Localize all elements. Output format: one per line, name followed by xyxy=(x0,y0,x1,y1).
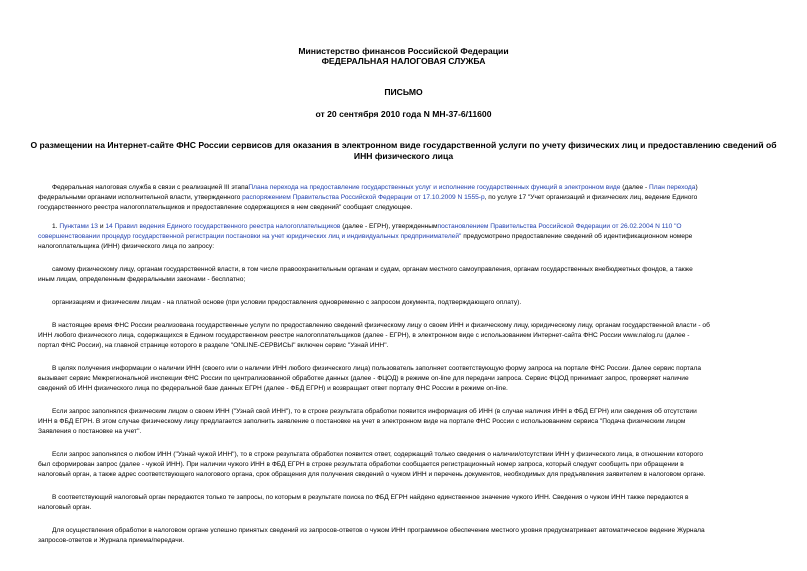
egrn-rules-link[interactable]: 14 Правил ведения Единого государственного реестра налогоплательщиков xyxy=(105,223,341,230)
text: самому физическому лицу, органам государственной власти, в том числе правоохранительным органам и судам, органам местного самоуправления, органам государственных внебюджетных фондов, а также xyxy=(52,266,693,273)
text: В настоящее время ФНС России реализована государственные услуги по предоставлению сведений физическому лицу о своем ИНН и физическому лицу, юридическому лицу, органам государственной власти - об xyxy=(52,322,710,329)
text: налоговый орган, а также адрес соответствующего налогового органа, срок обращения для получения сведений о чужом ИНН и перечень документов, необходимых для предъявления заявителем в налоговом органе. xyxy=(38,471,706,478)
paragraph-services xyxy=(38,321,797,351)
document-title: О размещении на Интернет-сайте ФНС России сервисов для оказания в электронном виде государственной услуги по учету физических лиц и предоставлению сведений об ИНН физического лица xyxy=(30,140,777,161)
document-date-number: от 20 сентября 2010 года N МН-37-6/11600 xyxy=(315,109,492,119)
text: 1. xyxy=(52,223,60,230)
text: ИНН в ФБД ЕГРН. В этом случае физическому лицу предлагается заполнить заявление о постановке на учет в электронном виде на портале ФНС России с использованием сервиса "Подача физическим лицом xyxy=(38,418,686,425)
text: В целях получения информации о наличии ИНН (своего или о наличии ИНН любого физического лица) пользователь заполняет соответствующую форму запроса на портале ФНС России. Далее сервис портала xyxy=(52,365,702,372)
text: (далее - ЕГРН), утвержденным xyxy=(340,223,438,230)
text: Федеральная налоговая служба в связи с реализацией III этапа xyxy=(52,184,249,191)
text: ) xyxy=(695,184,698,191)
text: Для осуществления обработки в налоговом органе успешно принятых сведений из запросов-ответов о чужом ИНН программное обеспечение местного уровня предусматривает автоматическое ведение Журнала xyxy=(52,527,705,534)
text: был сформирован запрос (далее - чужой ИНН). При наличии чужого ИНН в ФБД ЕГРН в строке результата обработки сообщается регистрационный номер запроса, который следует сообщить при обращении в xyxy=(38,461,684,468)
text: иным лицам, определенным федеральными законами - бесплатно; xyxy=(38,276,246,283)
ministry-name: Министерство финансов Российской Федерации xyxy=(298,46,509,56)
paragraph-1 xyxy=(38,222,797,252)
text: и xyxy=(97,223,106,230)
text: портал ФНС России), на главной странице которого в разделе "ONLINE-СЕРВИСЫ" включен сервис "Узнай ИНН". xyxy=(38,342,389,349)
text: запросов-ответов и Журнала приема/передачи. xyxy=(38,537,185,544)
paragraph-intro xyxy=(38,183,797,213)
text: сведений об ИНН физического лица по федеральной базе данных ЕГРН (далее - ФБД ЕГРН) и возвращает ответ порталу ФНС России в режиме on-line. xyxy=(38,385,508,392)
document-body xyxy=(38,183,797,546)
text: Если запрос заполнялся физическим лицом о своем ИНН ("Узнай свой ИНН"), то в строке результата обработки появится информация об ИНН (в случае наличия ИНН в ФБД ЕГРН) или сведения об отсутствии xyxy=(52,408,697,415)
text: государственного реестра налогоплательщиков и предоставление содержащихся в нем сведений" сообщает следующее. xyxy=(38,204,413,211)
paragraph-free xyxy=(38,265,797,285)
paragraph-journals xyxy=(38,526,797,546)
text: федеральными органами исполнительной власти, утвержденного xyxy=(38,194,243,201)
document-type: ПИСЬМО xyxy=(384,87,423,97)
text: Если запрос заполнялся о любом ИНН ("Узнай чужой ИНН"), то в строке результата обработки появится ответ, содержащий только сведения о наличии/отсутствии ИНН у физического лица, в отношении которого xyxy=(52,451,703,458)
resolution-110-title-link[interactable]: совершенствовании процедур государственной регистрации постановки на учет юридических лиц и индивидуальных предпринимателей" xyxy=(38,233,462,240)
text: вызывает сервис Межрегиональной инспекции ФНС России по централизованной обработке данных (далее - ФЦОД) в режиме on-line для передачи запроса. Сервис ФЦОД принимает запрос, проверяет наличие xyxy=(38,375,689,382)
text: предусмотрено предоставление сведений об идентификационном номере xyxy=(461,233,693,240)
text: , по услуге 17 "Учет организаций и физических лиц, ведение Единого xyxy=(484,194,698,201)
paragraph-other-inn xyxy=(38,450,797,480)
transition-plan-link[interactable]: Плана перехода на предоставление государственных услуг и исполнение государственных функций в электронном виде xyxy=(248,184,621,191)
government-order-link[interactable]: распоряжением Правительства Российской Федерации от 17.10.2009 N 1555-р xyxy=(242,194,485,201)
paragraph-tax-office xyxy=(38,493,797,513)
text: налоговый орган. xyxy=(38,504,92,511)
text: В соответствующий налоговый орган передаются только те запросы, по которым в результате поиска по ФБД ЕГРН найдено единственное значение чужого ИНН. Сведения о чужом ИНН также передаются в xyxy=(52,494,689,501)
text: ИНН любого физического лица, содержащихся в Едином государственном реестре налогоплательщиков (далее - ЕГРН), в электронном виде с использованием Интернет-сайта ФНС России www.nalog.ru (далее - xyxy=(38,332,690,339)
paragraph-own-inn xyxy=(38,407,797,437)
service-name: ФЕДЕРАЛЬНАЯ НАЛОГОВАЯ СЛУЖБА xyxy=(321,56,486,66)
text: организациям и физическим лицам - на платной основе (при условии предоставления одновременно с запросом документа, подтверждающего оплату). xyxy=(52,299,522,306)
clause-13-link[interactable]: Пунктами 13 xyxy=(59,223,98,230)
text: Заявления о постановке на учет". xyxy=(38,428,142,435)
paragraph-request-flow xyxy=(38,364,797,394)
text: (далее - xyxy=(620,184,650,191)
text: налогоплательщика (ИНН) физического лица по запросу: xyxy=(38,243,215,250)
paragraph-paid xyxy=(38,298,797,308)
resolution-110-link[interactable]: постановлением Правительства Российской Федерации от 26.02.2004 N 110 "О xyxy=(437,223,682,230)
transition-plan-short-link[interactable]: План перехода xyxy=(649,184,696,191)
